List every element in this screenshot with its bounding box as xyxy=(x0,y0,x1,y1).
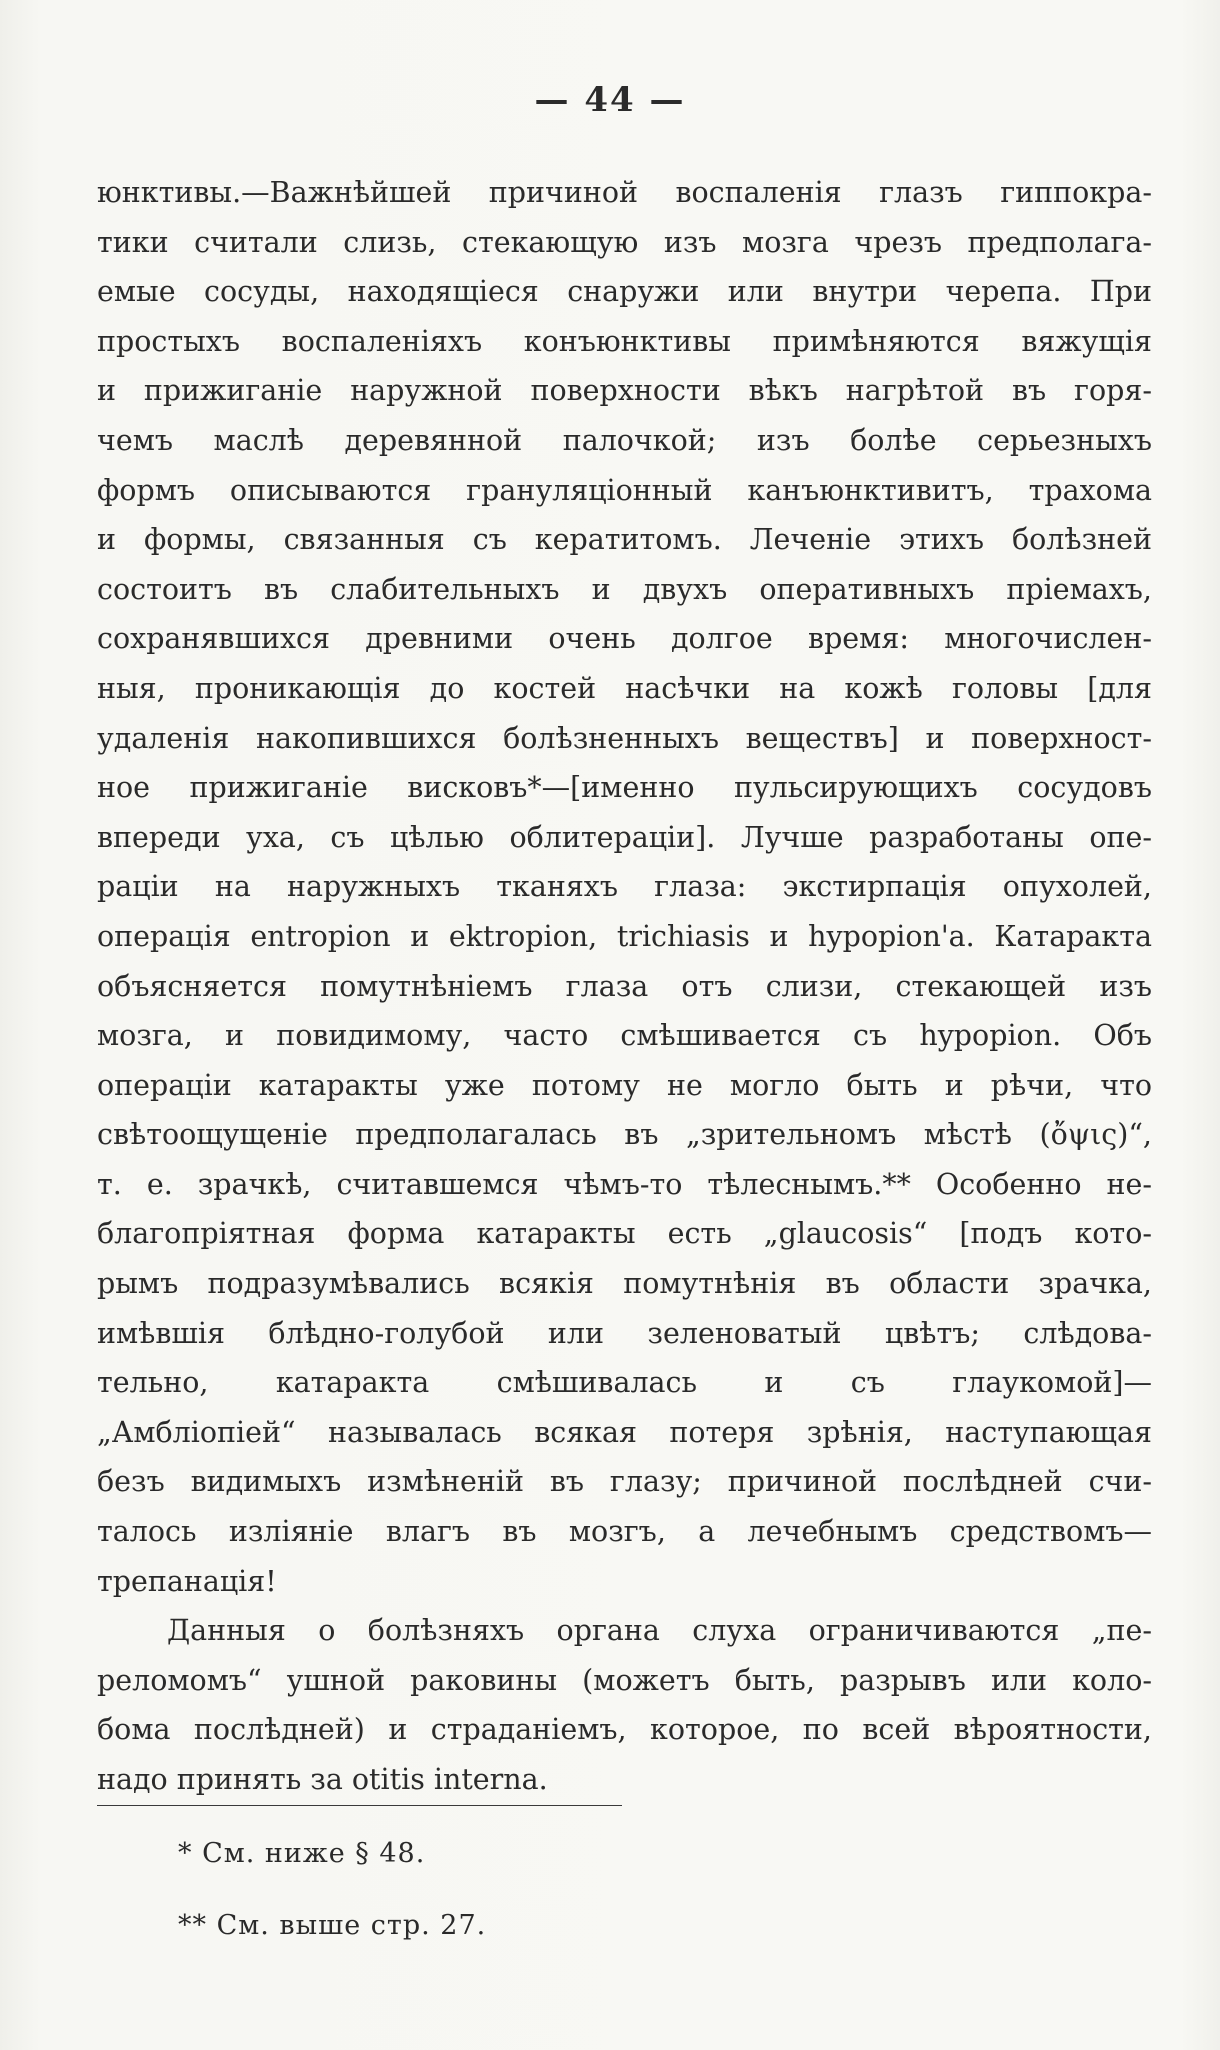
text-line: талось изліяніе влагъ въ мозгъ, а лечебнымъ средствомъ— xyxy=(97,1515,1152,1549)
text-line: операція entropion и ektropion, trichiasis и hypopion'а. Катаракта xyxy=(97,919,1152,953)
text-line: тельно, катаракта смѣшивалась и съ глаукомой]— xyxy=(97,1366,1152,1400)
text-line: мозга, и повидимому, часто смѣшивается съ hypopion. Объ xyxy=(97,1019,1152,1053)
text-line: имѣвшія блѣдно-голубой или зеленоватый цвѣтъ; слѣдова- xyxy=(97,1316,1152,1350)
body-text xyxy=(97,168,1152,1805)
text-line: бома послѣдней) и страданіемъ, которое, по всей вѣроятности, xyxy=(97,1713,1152,1747)
text-line: безъ видимыхъ измѣненій въ глазу; причиной послѣдней счи- xyxy=(97,1465,1152,1499)
text-line: удаленія накопившихся болѣзненныхъ веществъ] и поверхност- xyxy=(97,721,1152,755)
footnote-divider xyxy=(97,1805,622,1806)
text-line: емые сосуды, находящіеся снаружи или внутри черепа. При xyxy=(97,275,1152,309)
text-line: и формы, связанныя съ кератитомъ. Леченіе этихъ болѣзней xyxy=(97,523,1152,557)
text-line: надо принять за otitis interna. xyxy=(97,1763,548,1796)
text-line: объясняется помутнѣніемъ глаза отъ слизи, стекающей изъ xyxy=(97,969,1152,1003)
text-line: ныя, проникающія до костей насѣчки на кожѣ головы [для xyxy=(97,671,1152,705)
text-line: впереди уха, съ цѣлью облитераціи]. Лучше разработаны опе- xyxy=(97,820,1152,854)
text-line: чемъ маслѣ деревянной палочкой; изъ болѣе серьезныхъ xyxy=(97,423,1152,457)
text-line: т. е. зрачкѣ, считавшемся чѣмъ-то тѣлеснымъ.** Особенно не- xyxy=(97,1167,1152,1201)
text-line: формъ описываются грануляціонный канъюнктивитъ, трахома xyxy=(97,473,1152,507)
footnote: ** См. выше стр. 27. xyxy=(178,1910,487,1941)
text-line: раціи на наружныхъ тканяхъ глаза: экстирпація опухолей, xyxy=(97,870,1152,904)
text-line: реломомъ“ ушной раковины (можетъ быть, разрывъ или коло- xyxy=(97,1663,1152,1697)
text-line: рымъ подразумѣвались всякія помутнѣнія въ области зрачка, xyxy=(97,1267,1152,1301)
text-line: благопріятная форма катаракты есть „glaucosis“ [подъ кото- xyxy=(97,1217,1152,1251)
text-line: трепанація! xyxy=(97,1564,277,1598)
text-line: Данныя о болѣзняхъ органа слуха ограничиваются „пе- xyxy=(167,1614,1152,1648)
text-line: „Амбліопіей“ называлась всякая потеря зрѣнія, наступающая xyxy=(97,1415,1152,1449)
text-line: сохранявшихся древними очень долгое время: многочислен- xyxy=(97,622,1152,656)
text-line: операціи катаракты уже потому не могло быть и рѣчи, что xyxy=(97,1068,1152,1102)
text-line: тики считали слизь, стекающую изъ мозга чрезъ предполага- xyxy=(97,225,1152,259)
page-number: — 44 — xyxy=(534,80,686,120)
footnote: * См. ниже § 48. xyxy=(178,1838,426,1869)
text-line: и прижиганіе наружной поверхности вѣкъ нагрѣтой въ горя- xyxy=(97,374,1152,408)
text-line: ное прижиганіе висковъ*—[именно пульсирующихъ сосудовъ xyxy=(97,771,1152,805)
text-line: свѣтоощущеніе предполагалась въ „зрительномъ мѣстѣ (ὄψις)“, xyxy=(97,1118,1152,1152)
text-line: юнктивы.—Важнѣйшей причиной воспаленія глазъ гиппокра- xyxy=(97,176,1152,209)
text-line: состоитъ въ слабительныхъ и двухъ оперативныхъ пріемахъ, xyxy=(97,572,1152,606)
text-line: простыхъ воспаленіяхъ конъюнктивы примѣняются вяжущія xyxy=(97,324,1152,358)
